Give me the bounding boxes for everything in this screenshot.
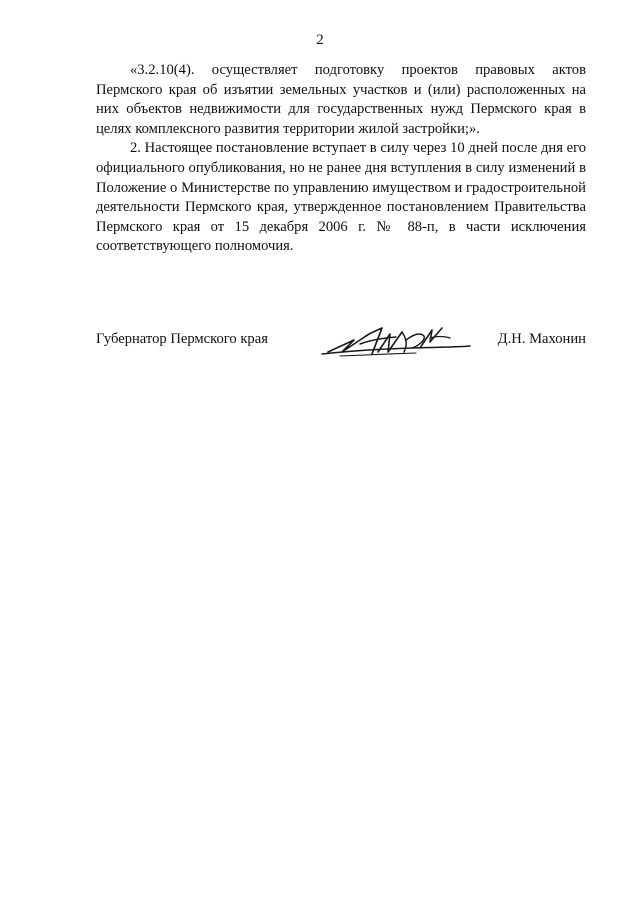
- page-number: 2: [316, 32, 324, 48]
- handwritten-signature: [320, 318, 480, 366]
- signer-name: Д.Н. Махонин: [497, 331, 586, 347]
- signature-block: [96, 318, 586, 368]
- paragraph-effective-date: 2. Настоящее постановление вступает в силу через 10 дней после дня его официального опубликования, но не ранее дня вступления в силу изменений в Положение о Министерстве по управлению имуществом и градостроительной деятельности Пермского края, утвержденное постановлением Правительства Пермского края от 15 декабря 2006 г. № 88-п, в части исключения соответствующего полномочия.: [96, 140, 586, 255]
- paragraph-amendment: «3.2.10(4). осуществляет подготовку проектов правовых актов Пермского края об изъятии земельных участков и (или) расположенных на них объектов недвижимости для государственных нужд Пермского края в целях комплексного развития территории жилой застройки;».: [96, 62, 586, 137]
- signer-title: Губернатор Пермского края: [96, 331, 268, 347]
- document-body: [96, 61, 586, 257]
